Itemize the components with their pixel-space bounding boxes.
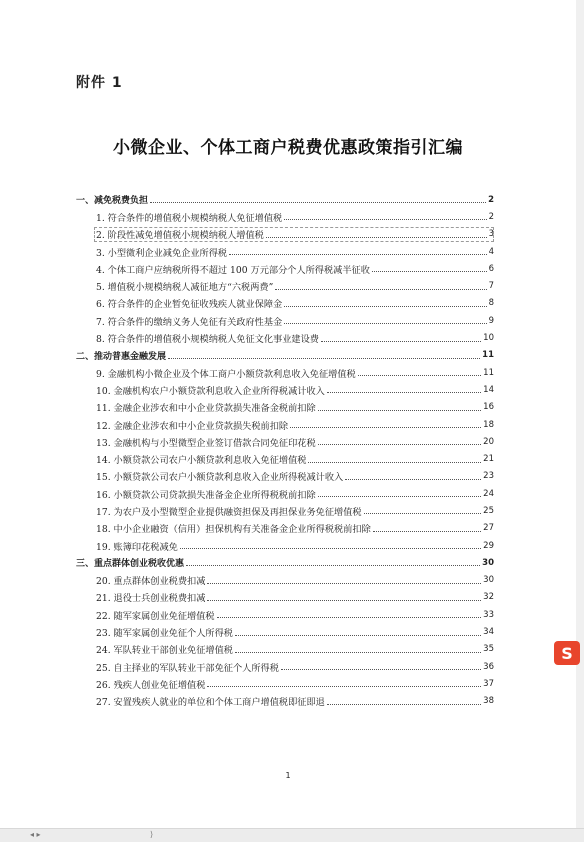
toc-page-number: 2: [488, 194, 494, 205]
toc-leader-dots: [327, 392, 481, 393]
table-of-contents: [76, 191, 494, 710]
toc-leader-dots: [180, 548, 481, 549]
toc-page-number: 34: [483, 627, 494, 638]
toc-page-number: 35: [483, 644, 494, 655]
toc-entry-label: 12. 金融企业涉农和中小企业贷款损失税前扣除: [96, 420, 289, 432]
toc-entry-label: 9. 金融机构小微企业及个体工商户小额贷款利息收入免征增值税: [96, 368, 356, 380]
toc-entry[interactable]: [76, 641, 494, 658]
toc-leader-dots: [207, 583, 481, 584]
toc-page-number: 11: [482, 350, 494, 361]
toc-leader-dots: [345, 479, 481, 480]
toc-page-number: 3: [488, 229, 494, 240]
toc-entry[interactable]: [76, 208, 494, 225]
toc-entry[interactable]: [76, 226, 494, 243]
toc-leader-dots: [275, 289, 486, 290]
toc-leader-dots: [217, 617, 482, 618]
page-number: 1: [285, 771, 291, 780]
toc-page-number: 6: [488, 263, 494, 274]
toc-entry-label: 17. 为农户及小型微型企业提供融资担保及再担保业务免征增值税: [96, 506, 362, 518]
toc-entry-label: 5. 增值税小规模纳税人减征地方“六税两费”: [96, 282, 274, 294]
toc-page-number: 20: [483, 436, 494, 447]
bottom-scrollbar[interactable]: [0, 828, 584, 842]
toc-entry-label: 22. 随军家属创业免征增值税: [96, 610, 215, 622]
toc-page-number: 33: [483, 609, 494, 620]
toc-entry-label: 16. 小额贷款公司贷款损失准备金企业所得税税前扣除: [96, 489, 316, 501]
toc-entry[interactable]: [76, 450, 494, 467]
toc-entry-label: 7. 符合条件的缴纳义务人免征有关政府性基金: [96, 316, 283, 328]
sogou-input-icon[interactable]: S: [554, 641, 580, 665]
toc-leader-dots: [308, 462, 481, 463]
toc-entry-label: 4. 个体工商户应纳税所得不超过 100 万元部分个人所得税减半征收: [96, 264, 370, 276]
toc-entry-label: 2. 阶段性减免增值税小规模纳税人增值税: [96, 230, 264, 242]
toc-entry-label: 8. 符合条件的增值税小规模纳税人免征文化事业建设费: [96, 334, 319, 346]
toc-page-number: 21: [483, 454, 494, 465]
toc-entry-label: 21. 退役士兵创业税费扣减: [96, 593, 206, 605]
toc-page-number: 9: [488, 315, 494, 326]
toc-page-number: 7: [488, 281, 494, 292]
toc-entry[interactable]: [76, 329, 494, 346]
toc-leader-dots: [318, 496, 482, 497]
toc-page-number: 10: [483, 333, 494, 344]
toc-entry-label: 一、减免税费负担: [76, 196, 149, 207]
page-indicator-icon: ◂ ▸: [30, 830, 41, 839]
toc-page-number: 14: [483, 384, 494, 395]
toc-page-number: 16: [483, 402, 494, 413]
toc-entry[interactable]: [76, 520, 494, 537]
attachment-label: 附件 1: [76, 75, 123, 91]
toc-entry-label: 11. 金融企业涉农和中小企业贷款损失准备金税前扣除: [96, 403, 316, 415]
toc-leader-dots: [290, 427, 481, 428]
toc-entry-label: 1. 符合条件的增值税小规模纳税人免征增值税: [96, 212, 283, 224]
toc-entry-label: 6. 符合条件的企业暂免征收残疾人就业保障金: [96, 299, 283, 311]
toc-leader-dots: [364, 513, 482, 514]
toc-entry-label: 14. 小额贷款公司农户小额贷款利息收入免征增值税: [96, 455, 307, 467]
toc-entry[interactable]: [76, 364, 494, 381]
toc-leader-dots: [372, 271, 487, 272]
toc-leader-dots: [327, 704, 481, 705]
toc-entry[interactable]: [76, 312, 494, 329]
toc-entry[interactable]: [76, 295, 494, 312]
toc-leader-dots: [284, 306, 486, 307]
toc-page-number: 24: [483, 488, 494, 499]
toc-page-number: 36: [483, 661, 494, 672]
scroll-arrow-icon[interactable]: ⟩: [150, 830, 154, 839]
toc-page-number: 27: [483, 523, 494, 534]
toc-section-entry[interactable]: [76, 191, 494, 208]
toc-entry-label: 27. 安置残疾人就业的单位和个体工商户增值税即征即退: [96, 697, 325, 709]
toc-entry-label: 20. 重点群体创业税费扣减: [96, 576, 206, 588]
toc-entry[interactable]: [76, 537, 494, 554]
toc-leader-dots: [150, 202, 486, 203]
toc-section-entry[interactable]: [76, 554, 494, 571]
toc-entry-label: 15. 小额贷款公司农户小额贷款利息收入企业所得税减计收入: [96, 472, 344, 484]
toc-entry[interactable]: [76, 572, 494, 589]
toc-entry-label: 三、重点群体创业税收优惠: [76, 559, 185, 570]
toc-page-number: 23: [483, 471, 494, 482]
toc-leader-dots: [207, 600, 481, 601]
toc-leader-dots: [235, 652, 481, 653]
toc-leader-dots: [284, 323, 486, 324]
toc-page-number: 8: [488, 298, 494, 309]
toc-leader-dots: [186, 565, 480, 566]
toc-leader-dots: [229, 254, 486, 255]
toc-leader-dots: [281, 669, 481, 670]
toc-entry-label: 23. 随军家属创业免征个人所得税: [96, 628, 233, 640]
toc-entry[interactable]: [76, 468, 494, 485]
toc-entry[interactable]: [76, 381, 494, 398]
toc-entry-label: 3. 小型微利企业减免企业所得税: [96, 247, 228, 259]
toc-entry[interactable]: [76, 277, 494, 294]
toc-entry-label: 13. 金融机构与小型微型企业签订借款合同免征印花税: [96, 437, 316, 449]
toc-entry-label: 10. 金融机构农户小额贷款利息收入企业所得税减计收入: [96, 385, 325, 397]
toc-entry-label: 19. 账簿印花税减免: [96, 541, 178, 553]
toc-entry[interactable]: [76, 243, 494, 260]
toc-entry[interactable]: [76, 693, 494, 710]
toc-leader-dots: [168, 358, 480, 359]
toc-section-entry[interactable]: [76, 347, 494, 364]
toc-page-number: 37: [483, 678, 494, 689]
toc-page-number: 11: [483, 367, 494, 378]
toc-leader-dots: [373, 531, 481, 532]
toc-leader-dots: [207, 686, 481, 687]
toc-entry[interactable]: [76, 606, 494, 623]
toc-entry-label: 24. 军队转业干部创业免征增值税: [96, 645, 233, 657]
toc-entry[interactable]: [76, 589, 494, 606]
toc-page-number: 38: [483, 696, 494, 707]
document-title: 小微企业、个体工商户税费优惠政策指引汇编: [113, 138, 463, 158]
toc-entry[interactable]: [76, 502, 494, 519]
toc-entry[interactable]: [76, 623, 494, 640]
toc-entry[interactable]: [76, 485, 494, 502]
toc-entry-label: 26. 残疾人创业免征增值税: [96, 679, 206, 691]
toc-page-number: 2: [488, 211, 494, 222]
toc-page-number: 25: [483, 505, 494, 516]
toc-entry[interactable]: [76, 260, 494, 277]
toc-leader-dots: [266, 237, 487, 238]
toc-leader-dots: [358, 375, 481, 376]
toc-page-number: 30: [482, 557, 494, 568]
toc-entry-label: 二、推动普惠金融发展: [76, 351, 167, 362]
toc-entry[interactable]: [76, 416, 494, 433]
toc-page-number: 18: [483, 419, 494, 430]
toc-entry[interactable]: [76, 675, 494, 692]
toc-entry[interactable]: [76, 433, 494, 450]
toc-entry[interactable]: [76, 658, 494, 675]
toc-leader-dots: [318, 410, 482, 411]
toc-page-number: 30: [483, 575, 494, 586]
toc-page-number: 29: [483, 540, 494, 551]
toc-leader-dots: [235, 635, 481, 636]
toc-leader-dots: [321, 341, 481, 342]
toc-page-number: 4: [488, 246, 494, 257]
toc-leader-dots: [284, 219, 486, 220]
toc-entry-label: 18. 中小企业融资（信用）担保机构有关准备金企业所得税税前扣除: [96, 524, 371, 536]
toc-page-number: 32: [483, 592, 494, 603]
toc-entry[interactable]: [76, 399, 494, 416]
toc-entry-label: 25. 自主择业的军队转业干部免征个人所得税: [96, 662, 279, 674]
toc-leader-dots: [318, 444, 482, 445]
